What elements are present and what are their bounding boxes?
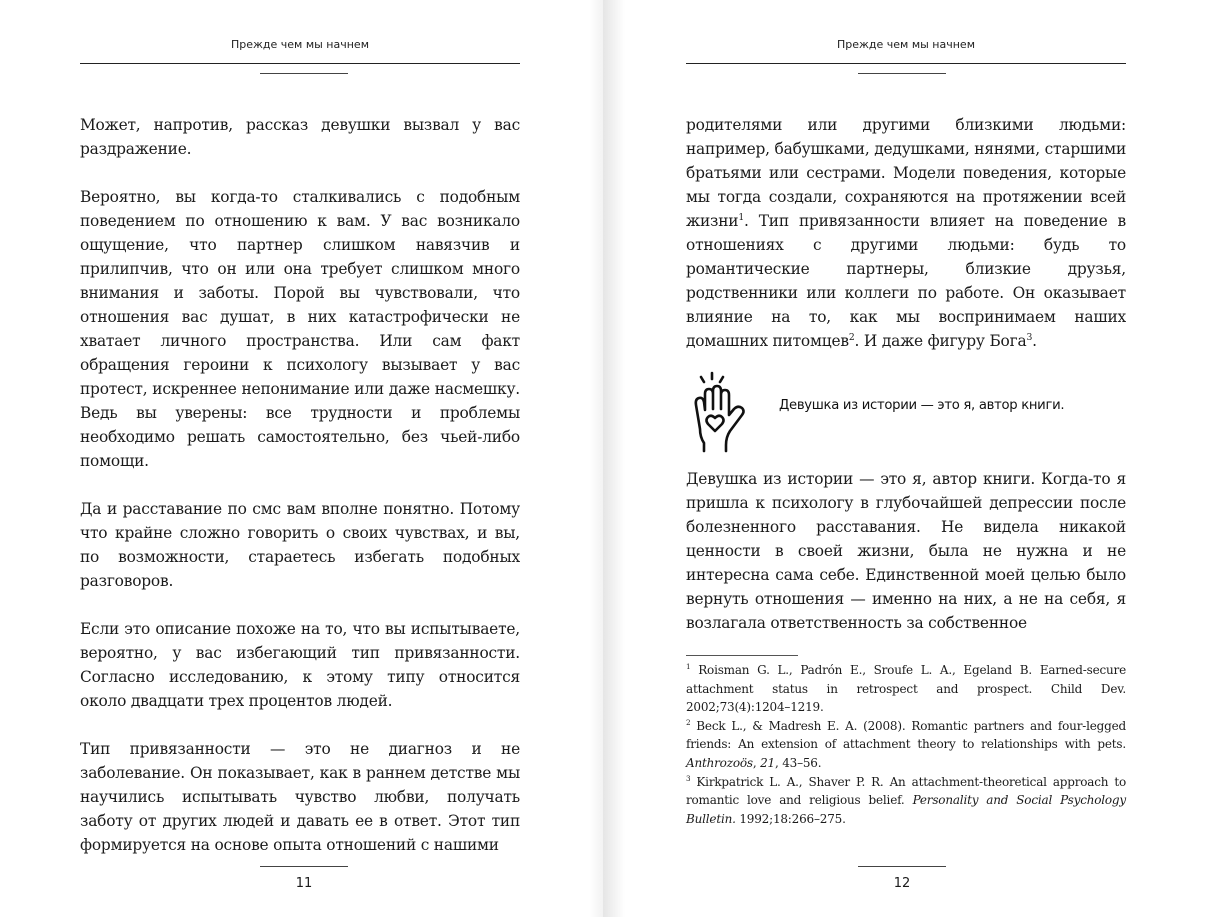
- right-body-text-bottom: [686, 467, 1126, 659]
- header-short-rule: [858, 73, 946, 74]
- paragraph: Девушка из истории — это я, автор книги. Когда-то я пришла к психологу в глубочайшей депрессии после болезненного расставания. Не видела никакой ценности в своей жизни, была не нужна и не интересна сама себе. Единственной моей целью было вернуть отношения — именно на них, а не на себя, я возлагала ответственность за собственное: [686, 470, 1126, 632]
- footnote-rule: [686, 655, 798, 656]
- header-short-rule: [260, 73, 348, 74]
- footer-short-rule: [858, 866, 946, 867]
- header-rule: [80, 63, 520, 64]
- paragraph: родителями или другими близкими людьми: например, бабушками, дедушками, нянями, старшими братьями или сестрами. Модели поведения, которые мы тогда создали, сохраняются на протяжении всей жизни$^1$. Тип привязанности влияет на поведение в отношениях с другими людьми: будь то романтические партнеры, близкие друзья, родственники или коллеги по работе. Он оказывает влияние на то, как мы воспринимаем наших домашних питомцев$^2$. И даже фигуру Бога$^3$.: [686, 116, 1126, 350]
- callout-text: Девушка из истории — это я, автор книги.: [779, 398, 1065, 413]
- footnote: $^3$ Kirkpatrick L. A., Shaver P. R. An attachment-theoretical approach to romantic love and religious belief. Personality and Social Psychology Bulletin. 1992;18:266–275.: [686, 773, 1126, 826]
- paragraph: Может, напротив, рассказ девушки вызвал у вас раздражение.: [80, 116, 520, 158]
- page-number: 11: [295, 876, 313, 891]
- footnote: $^1$ Roisman G. L., Padrón E., Sroufe L. A., Egeland B. Earned-secure attachment status in retrospect and prospect. Child Dev. 2002;73(4):1204–1219.: [686, 662, 1126, 715]
- left-body-text: [80, 113, 520, 881]
- right-page: [603, 0, 1206, 917]
- footnote: $^2$ Beck L., & Madresh E. A. (2008). Romantic partners and four-legged friends: An extension of attachment theory to relationships with pets. Anthrozoös, 21, 43–56.: [686, 717, 1126, 770]
- footnote-ref[interactable]: 1: [738, 211, 745, 223]
- paragraph: Да и расставание по смс вам вполне понятно. Потому что крайне сложно говорить о своих чувствах, и вы, по возможности, стараетесь избегать подобных разговоров.: [80, 500, 520, 590]
- header-rule: [686, 63, 1126, 64]
- author-callout: [686, 369, 1126, 453]
- footnotes: [686, 661, 1126, 828]
- right-body-text-top: [686, 113, 1126, 377]
- running-header: Прежде чем мы начнем: [836, 38, 976, 51]
- paragraph: Если это описание похоже на то, что вы испытываете, вероятно, у вас избегающий тип привязанности. Согласно исследованию, к этому типу относится около двадцати трех процентов людей.: [80, 620, 520, 710]
- footer-short-rule: [260, 866, 348, 867]
- gutter-shadow: [603, 0, 625, 917]
- page-number: 12: [893, 876, 911, 891]
- gutter-shadow: [589, 0, 603, 917]
- footnote-ref[interactable]: 3: [1026, 331, 1033, 343]
- footnote-ref[interactable]: 2: [848, 331, 855, 343]
- raised-hand-heart-icon: [686, 369, 756, 453]
- paragraph: Тип привязанности — это не диагноз и не заболевание. Он показывает, как в раннем детстве мы научились испытывать чувство любви, получать заботу от других людей и давать ее в ответ. Этот тип формируется на основе опыта отношений с нашими: [80, 740, 520, 854]
- paragraph: Вероятно, вы когда-то сталкивались с подобным поведением по отношению к вам. У вас возникало ощущение, что партнер слишком навязчив и прилипчив, что он или она требует слишком много внимания и заботы. Порой вы чувствовали, что отношения вас душат, в них катастрофически не хватает личного пространства. Или сам факт обращения героини к психологу вызывает у вас протест, искреннее непонимание или даже насмешку. Ведь вы уверены: все трудности и проблемы необходимо решать самостоятельно, без чьей-либо помощи.: [80, 188, 520, 470]
- running-header: Прежде чем мы начнем: [230, 38, 370, 51]
